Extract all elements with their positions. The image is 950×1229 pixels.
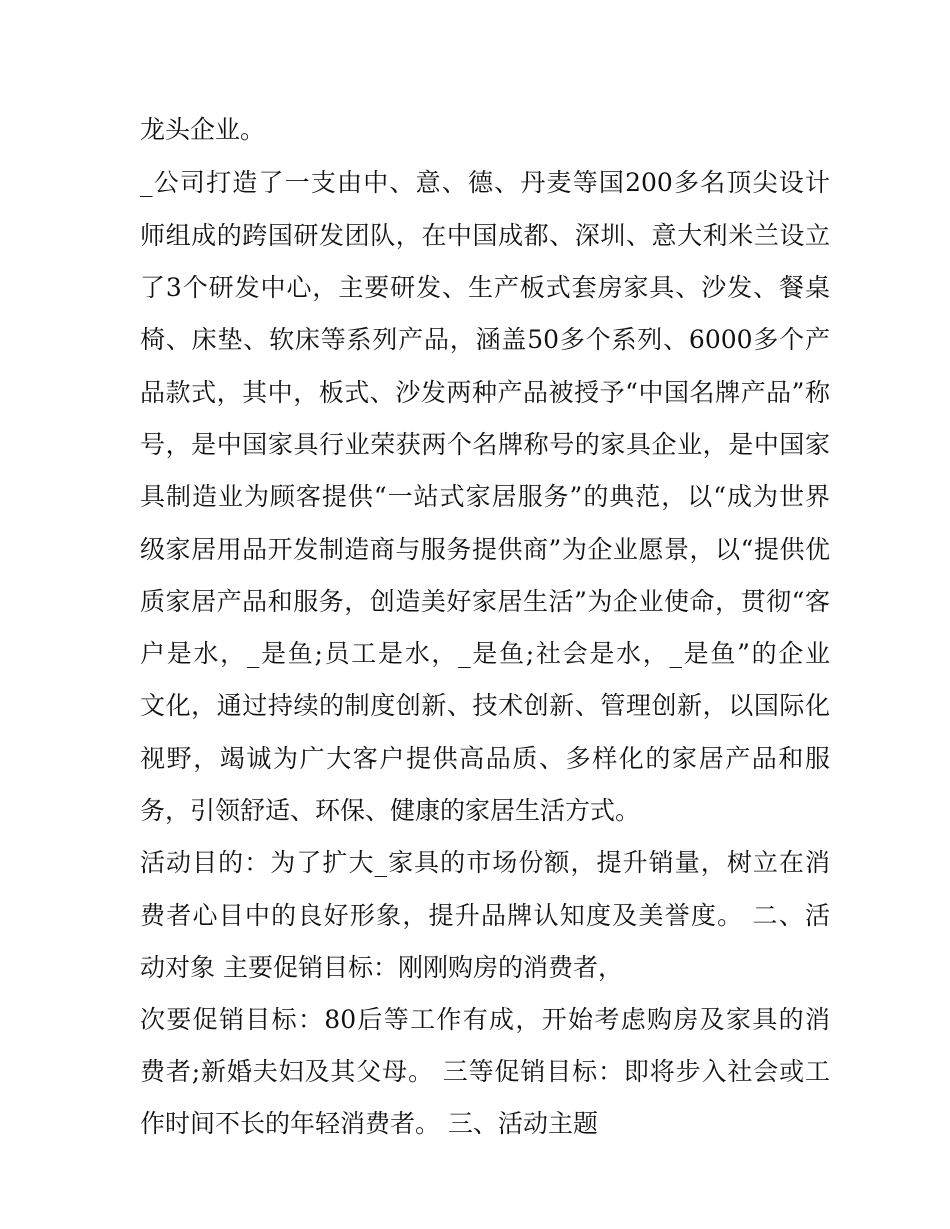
text-line-17: 动对象 主要促销目标：刚刚购房的消费者， bbox=[140, 953, 623, 982]
text-line-3: 师组成的跨国研发团队，在中国成都、深圳、意大利米兰设立 bbox=[140, 221, 830, 250]
text-line-20: 作时间不长的年轻消费者。 三、活动主题 bbox=[140, 1109, 598, 1138]
text-line-11: 户是水，_是鱼;员工是水，_是鱼;社会是水，_是鱼”的企业 bbox=[140, 639, 830, 668]
text-line-12: 文化，通过持续的制度创新、技术创新、管理创新，以国际化 bbox=[140, 691, 830, 720]
text-line-4: 了3个研发中心，主要研发、生产板式套房家具、沙发、餐桌 bbox=[140, 273, 830, 302]
text-line-6: 品款式，其中，板式、沙发两种产品被授予“中国名牌产品”称 bbox=[140, 378, 830, 407]
text-line-9: 级家居用品开发制造商与服务提供商”为企业愿景，以“提供优 bbox=[140, 535, 830, 564]
text-line-1: 龙头企业。 bbox=[140, 115, 266, 144]
text-line-13: 视野，竭诚为广大客户提供高品质、多样化的家居产品和服 bbox=[140, 744, 830, 773]
text-line-8: 具制造业为顾客提供“一站式家居服务”的典范，以“成为世界 bbox=[140, 482, 830, 511]
text-line-5: 椅、床垫、软床等系列产品，涵盖50多个系列、6000多个产 bbox=[140, 325, 830, 354]
text-line-7: 号，是中国家具行业荣获两个名牌称号的家具企业，是中国家 bbox=[140, 430, 830, 459]
text-line-16: 费者心目中的良好形象，提升品牌认知度及美誉度。 二、活 bbox=[140, 901, 830, 930]
text-line-2: _公司打造了一支由中、意、德、丹麦等国200多名顶尖设计 bbox=[140, 168, 830, 197]
text-line-19: 费者;新婚夫妇及其父母。 三等促销目标：即将步入社会或工 bbox=[140, 1057, 830, 1086]
text-line-18: 次要促销目标：80后等工作有成，开始考虑购房及家具的消 bbox=[140, 1005, 830, 1034]
text-line-15: 活动目的：为了扩大_家具的市场份额，提升销量，树立在消 bbox=[140, 848, 830, 877]
text-line-14: 务，引领舒适、环保、健康的家居生活方式。 bbox=[140, 796, 641, 825]
text-line-10: 质家居产品和服务，创造美好家居生活”为企业使命，贯彻“客 bbox=[140, 587, 830, 616]
